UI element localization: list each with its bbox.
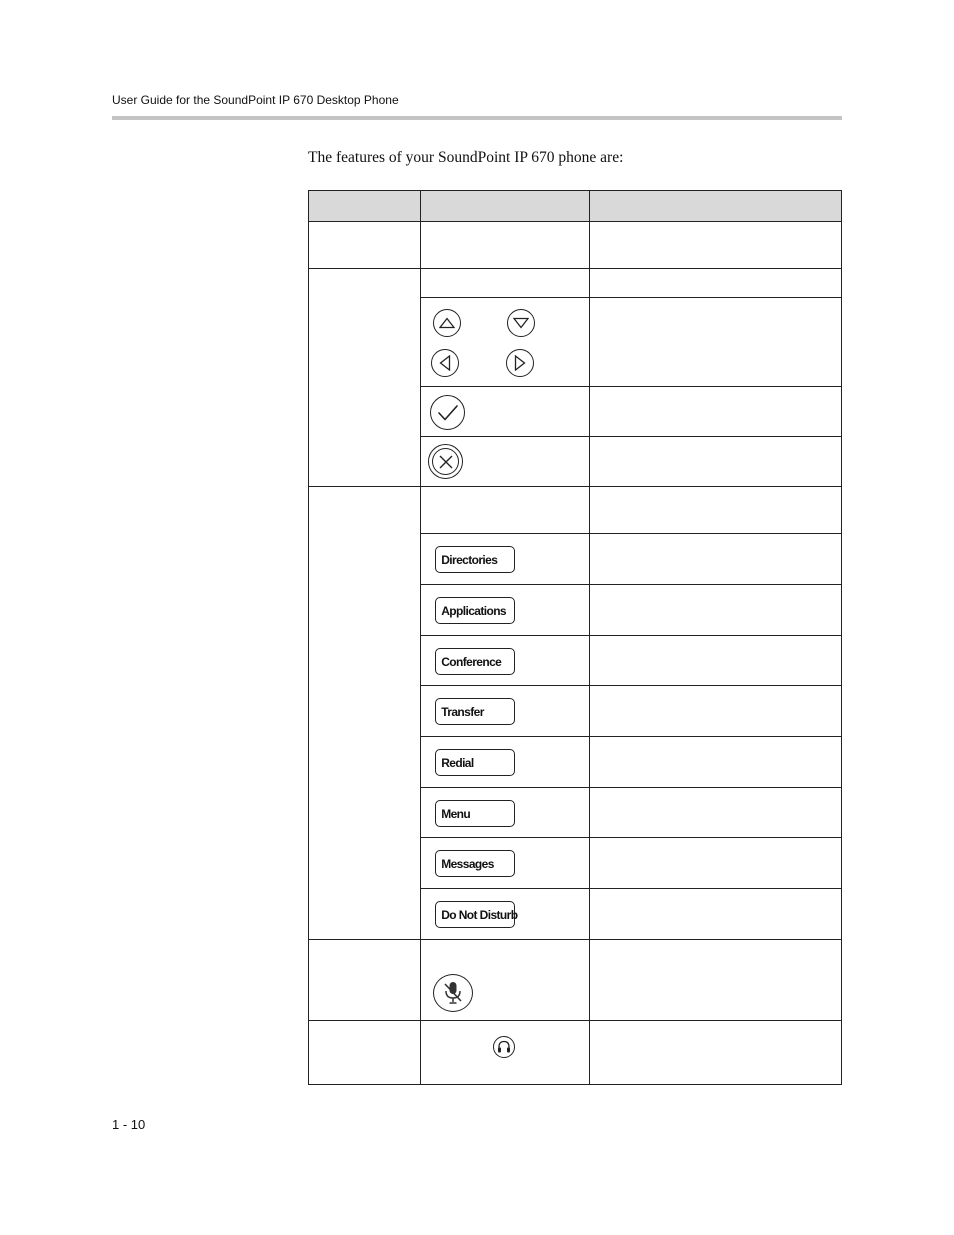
messages-soft-key: Messages bbox=[435, 850, 515, 877]
mute-key-cell bbox=[421, 940, 589, 1021]
table-cell bbox=[589, 437, 841, 487]
applications-soft-key: Applications bbox=[435, 597, 515, 624]
check-icon bbox=[430, 395, 465, 430]
table-cell bbox=[421, 269, 589, 298]
page-number: 1 - 10 bbox=[112, 1117, 146, 1132]
soft-key-cell bbox=[421, 838, 589, 889]
delete-key-cell bbox=[421, 437, 589, 487]
table-row bbox=[309, 940, 842, 1021]
table-cell bbox=[589, 636, 841, 686]
table-row bbox=[309, 487, 842, 534]
select-key-cell bbox=[421, 387, 589, 437]
x-icon bbox=[428, 444, 463, 479]
headset-icon bbox=[493, 1036, 515, 1058]
conference-soft-key: Conference bbox=[435, 648, 515, 675]
transfer-soft-key: Transfer bbox=[435, 698, 515, 725]
table-cell bbox=[589, 838, 841, 889]
directories-soft-key: Directories bbox=[435, 546, 515, 573]
intro-text: The features of your SoundPoint IP 670 phone are: bbox=[308, 149, 624, 166]
table-cell bbox=[421, 222, 589, 269]
soft-key-cell bbox=[421, 585, 589, 636]
left-arrow-icon bbox=[431, 349, 459, 377]
table-cell bbox=[589, 1021, 841, 1085]
table-cell bbox=[589, 940, 841, 1021]
header-cell bbox=[309, 191, 421, 222]
menu-soft-key: Menu bbox=[435, 800, 515, 827]
table-cell bbox=[309, 940, 421, 1021]
table-cell bbox=[309, 487, 421, 940]
do-not-disturb-soft-key: Do Not Disturb bbox=[435, 901, 515, 928]
table-cell bbox=[589, 534, 841, 585]
redial-soft-key: Redial bbox=[435, 749, 515, 776]
running-header: User Guide for the SoundPoint IP 670 Desktop Phone bbox=[112, 93, 399, 107]
header-cell bbox=[421, 191, 589, 222]
table-row bbox=[309, 1021, 842, 1085]
soft-key-cell bbox=[421, 686, 589, 737]
soft-key-cell bbox=[421, 788, 589, 838]
soft-key-cell bbox=[421, 889, 589, 940]
table-cell bbox=[589, 222, 841, 269]
navigation-keys-cell bbox=[421, 298, 589, 387]
down-arrow-icon bbox=[507, 309, 535, 337]
table-cell bbox=[421, 487, 589, 534]
table-cell bbox=[589, 269, 841, 298]
header-cell bbox=[589, 191, 841, 222]
soft-key-cell bbox=[421, 534, 589, 585]
up-arrow-icon bbox=[433, 309, 461, 337]
mute-microphone-icon bbox=[433, 974, 473, 1012]
table-cell bbox=[589, 487, 841, 534]
header-rule bbox=[112, 116, 842, 120]
table-cell bbox=[589, 737, 841, 788]
table-cell bbox=[309, 1021, 421, 1085]
table-cell bbox=[589, 387, 841, 437]
table-header-row bbox=[309, 191, 842, 222]
soft-key-cell bbox=[421, 737, 589, 788]
right-arrow-icon bbox=[506, 349, 534, 377]
table-cell bbox=[589, 298, 841, 387]
table-cell bbox=[309, 222, 421, 269]
features-table bbox=[308, 190, 842, 1085]
table-row bbox=[309, 222, 842, 269]
table-cell bbox=[309, 269, 421, 487]
table-cell bbox=[589, 585, 841, 636]
table-row bbox=[309, 269, 842, 298]
table-cell bbox=[589, 788, 841, 838]
headset-key-cell bbox=[421, 1021, 589, 1085]
table-cell bbox=[589, 889, 841, 940]
table-cell bbox=[589, 686, 841, 737]
soft-key-cell bbox=[421, 636, 589, 686]
